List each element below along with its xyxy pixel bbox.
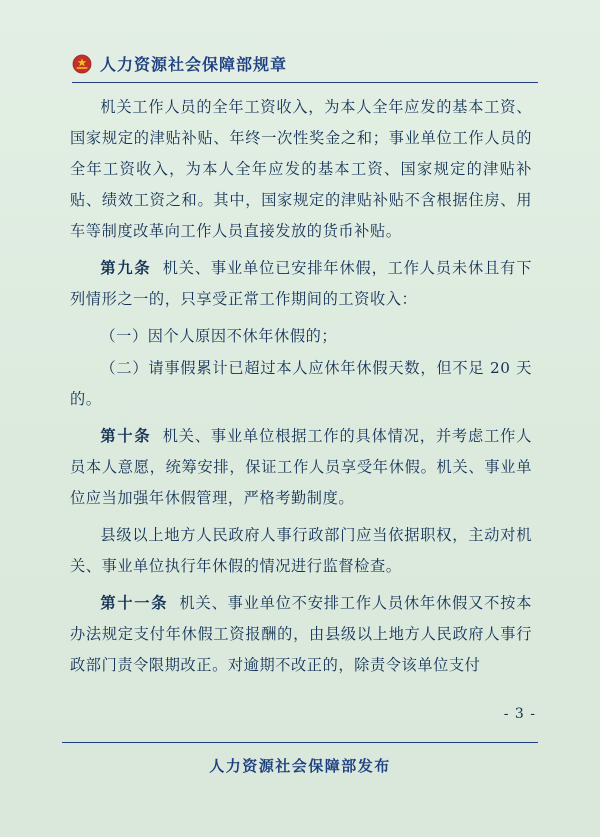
article-label: 第十一条 [100,594,169,612]
footer-publisher: 人力资源社会保障部发布 [209,757,391,775]
article-text: 机关、事业单位根据工作的具体情况，并考虑工作人员本人意愿，统筹安排，保证工作人员享受年休假。机关、事业单位应当加强年休假管理，严格考勤制度。 [70,427,532,507]
footer-divider [62,742,538,743]
paragraph-item-2: （二）请事假累计已超过本人应休年休假天数，但不足 20 天的。 [70,359,532,408]
article-text: 机关、事业单位不安排工作人员休年休假又不按本办法规定支付年休假工资报酬的，由县级以上地方人民政府人事行政部门责令限期改正。对逾期不改正的，除责令该单位支付 [70,594,533,674]
paragraph: 机关工作人员的全年工资收入，为本人全年应发的基本工资、国家规定的津贴补贴、年终一次性奖金之和；事业单位工作人员的全年工资收入，为本人全年应发的基本工资、国家规定的津贴补贴、绩效工资之和。其中，国家规定的津贴补贴不含根据住房、用车等制度改革向工作人员直接发放的货币补贴。 [70,98,532,240]
page-number: - 3 - [503,706,536,722]
header-title: 人力资源社会保障部规章 [100,55,288,74]
national-emblem-icon [72,54,92,74]
article-text: 机关、事业单位已安排年休假，工作人员未休且有下列情形之一的，只享受正常工作期间的工资收入： [70,259,532,308]
article-label: 第十条 [100,427,152,445]
paragraph: 县级以上地方人民政府人事行政部门应当依据职权，主动对机关、事业单位执行年休假的情况进行监督检查。 [70,526,532,575]
article-label: 第九条 [100,259,152,277]
document-body [70,92,532,682]
paragraph-article-10 [70,421,532,514]
header-divider [72,82,538,83]
paragraph-item-1: （一）因个人原因不休年休假的； [100,327,338,345]
document-header [72,52,538,86]
header-row [72,52,538,81]
paragraph-article-11 [70,588,532,681]
paragraph-article-9 [70,253,532,315]
